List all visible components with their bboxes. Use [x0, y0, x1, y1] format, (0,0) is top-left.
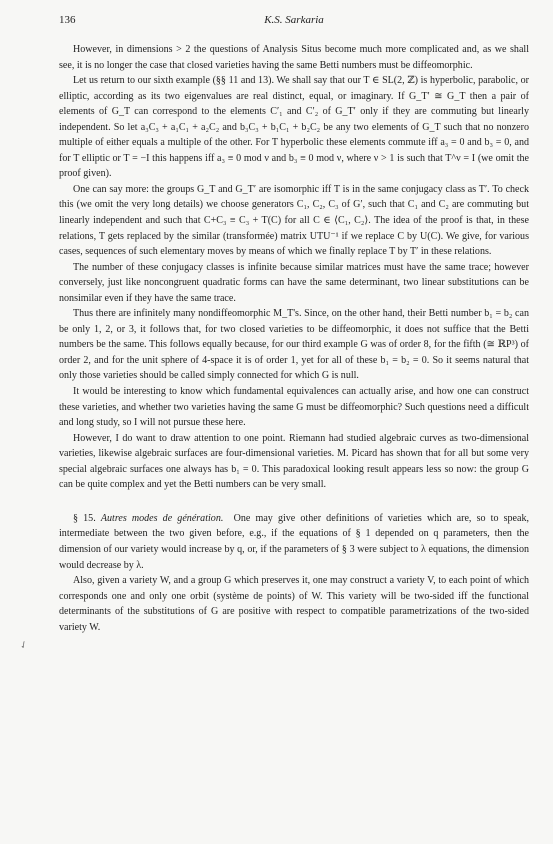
- paragraph-fundamental-equivalences: It would be interesting to know which fundamental equivalences can actually arise, and how one can construct these varieties, and whether two varieties having the same G must be diffeomorphic? Such questions need a difficult and long study, so I will not pursue these here.: [59, 386, 529, 429]
- margin-pencil-mark: ✓: [17, 638, 31, 653]
- running-title: K.S. Sarkaria: [264, 14, 324, 26]
- paragraph-analysis-situs: However, in dimensions > 2 the questions of Analysis Situs become much more complicated and, as we shall see, it is no longer the case that closed varieties having the same Betti numbers must be diffeomorphic.: [59, 44, 529, 71]
- paragraph-orbit-variety: Also, given a variety W, and a group G which preserves it, one may construct a variety V, to each point of which corresponds one and only one orbit (système de points) of W. This variety will be two-sided iff the functional determinants of the substitutions of G are positive with respect to compatible parametrizations of the two-sided variety W.: [59, 575, 529, 633]
- section-text: One may give other definitions of varieties which are, so to speak, intermediate between the two given before, e.g., if the equations of § 1 depended on q parameters, then the dimension of our variety would increase by q, or, if the parameters of § 3 were subject to λ equations, the dimension would decrease by λ.: [59, 512, 529, 571]
- paragraph-conjugacy-infinite: The number of these conjugacy classes is infinite because similar matrices must have the same trace; however conversely, just like noncongruent quadratic forms can have the same determinant, two linear substitutions can be nonsimilar even if they have the same trace.: [59, 261, 529, 304]
- page-number: 136: [59, 14, 76, 26]
- paragraph-sixth-example: Let us return to our sixth example (§§ 11 and 13). We shall say that our T ∈ SL(2, ℤ) is hyperbolic, parabolic, or elliptic, according as its two eigenvalues are real distinct, equal, or imaginary. If G_T′ ≅ G_T then a pair of elements of G_T can correspond to the elements C′₁ and C′₂ of G_T′ only if they are commuting but linearly independent. So let a₃C₃ + a₁C₁ + a₂C₂ and b₃C₃ + b₁C₁ + b₂C₂ be any two elements of G_T such that no nonzero multiple of either equals a multiple of the other. For T hyperbolic these elements commute iff a₃ = 0 and b₃ = 0, and for T elliptic or T = −I this happens iff a₃ ≡ 0 mod ν and b₃ ≡ 0 mod ν, where ν > 1 is such that T^ν = I (we omit the proof given).: [59, 75, 529, 180]
- body-text: [59, 42, 529, 635]
- paragraph-riemann-picard: However, I do want to draw attention to one point. Riemann had studied algebraic curves as two-dimensional varieties, likewise algebraic surfaces are four-dimensional varieties. M. Picard has shown that for all but some very special algebraic surfaces one always has b₁ = 0. This paradoxical looking result appears less so now: the group G can be quite complex and yet the Betti numbers can be very small.: [59, 432, 529, 491]
- paragraph-nondiffeomorphic: Thus there are infinitely many nondiffeomorphic M_T's. Since, on the other hand, their Betti number b₁ = b₂ can be only 1, 2, or 3, it follows that, for two closed varieties to be diffeomorphic, it does not suffice that the Betti numbers be the same. This follows equally because, for our third example G was of order 8, for the fifth (≅ ℝP³) of order 2, and for the unit sphere of 4-space it is of order 1, yet for all of these b₁ = b₂ = 0. So it seems natural that only those varieties should be called simply connected for which G is null.: [59, 308, 529, 382]
- section-number: § 15.: [73, 512, 96, 524]
- section-title: Autres modes de génération.: [100, 512, 224, 524]
- running-head: [59, 14, 529, 30]
- section-15-paragraph: [59, 511, 529, 573]
- paragraph-conjugacy-class: One can say more: the groups G_T and G_T′ are isomorphic iff T is in the same conjugacy class as T′. To check this (we omit the very long details) we choose generators C₁, C₂, C₃ of G′, such that C₁ and C₂ are commuting but linearly independent and such that C+C₃ ≡ C₃ + T(C) for all C ∈ ⟨C₁, C₂⟩. The idea of the proof is that, in these relations, T gets replaced by the similar (transformée) matrix UTU⁻¹ if we replace C by U(C). We give, for various cases, sequences of such elementary moves by means of which we finally replace T by T′ in these relations.: [59, 183, 529, 258]
